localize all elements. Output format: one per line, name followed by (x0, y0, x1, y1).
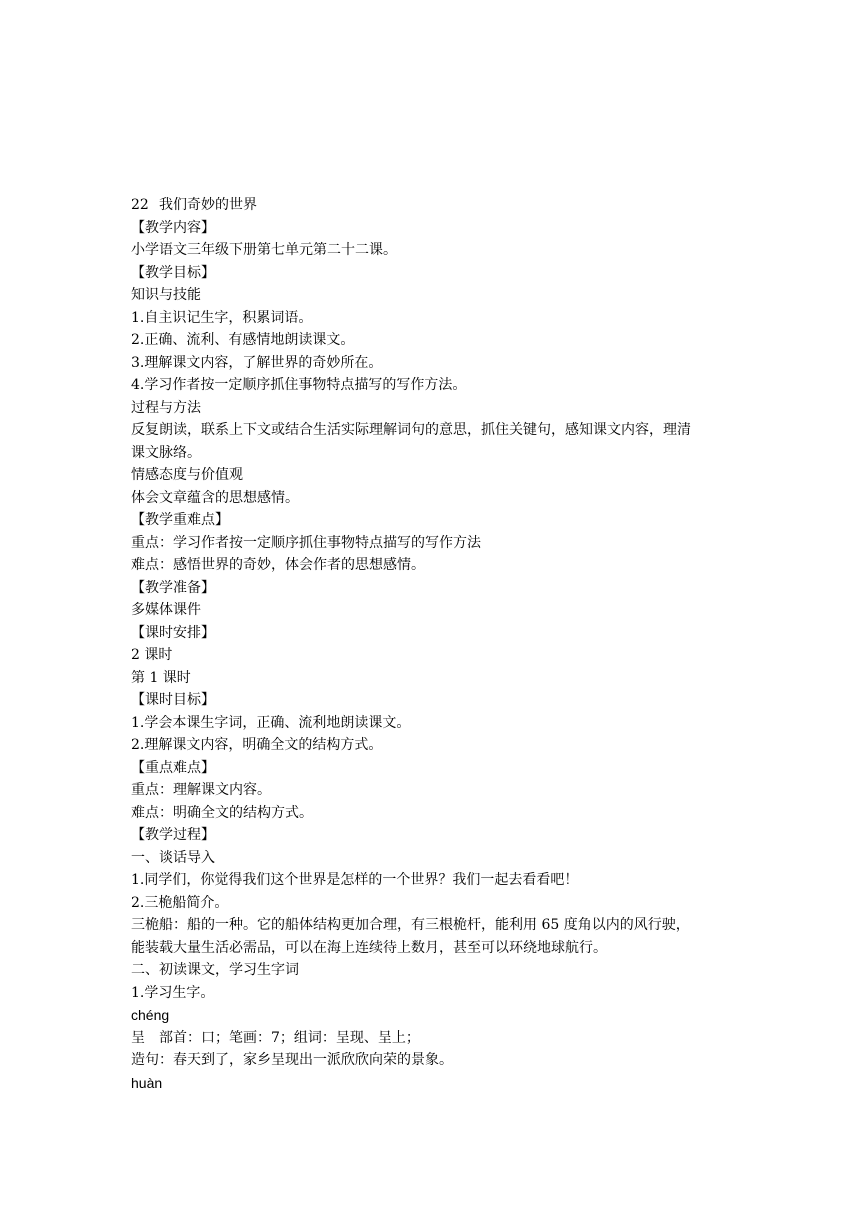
heading-teaching-process: 【教学过程】 (131, 827, 215, 843)
heading-schedule: 【课时安排】 (131, 624, 215, 641)
document-page (131, 194, 741, 1094)
subheading-emotion-values: 情感态度与价值观 (131, 467, 243, 483)
heading-teaching-goals: 【教学目标】 (131, 264, 215, 281)
list-item: 4.学习作者按一定顺序抓住事物特点描写的写作方法。 (131, 377, 467, 393)
text-line: 重点：学习作者按一定顺序抓住事物特点描写的写作方法 (131, 534, 481, 551)
document-title (131, 194, 741, 217)
heading-key-difficult-points: 【教学重难点】 (131, 512, 229, 528)
pinyin-line: chénɡ (131, 1007, 170, 1023)
list-item: 2.正确、流利、有感情地朗读课文。 (131, 332, 355, 348)
list-item: 3.理解课文内容，了解世界的奇妙所在。 (131, 354, 383, 371)
section-heading: 一、谈话导入 (131, 849, 215, 866)
heading-preparation: 【教学准备】 (131, 579, 215, 596)
lesson-number: 22 (131, 197, 149, 213)
character-entry: 呈 部首：口；笔画：7；组词：呈现、呈上； (131, 1029, 420, 1046)
lesson-title: 我们奇妙的世界 (159, 197, 257, 213)
text-line: 重点：理解课文内容。 (131, 782, 271, 798)
list-item: 1.学会本课生字词，正确、流利地朗读课文。 (131, 714, 411, 731)
heading-key-points: 【重点难点】 (131, 759, 215, 776)
text-line: 课文脉络。 (131, 444, 201, 461)
text-line: 难点：明确全文的结构方式。 (131, 804, 313, 821)
section-heading: 二、初读课文，学习生字词 (131, 962, 299, 978)
text-line: 多媒体课件 (131, 602, 201, 618)
pinyin-line: huàn (131, 1074, 163, 1091)
text-line: 三桅船：船的一种。它的船体结构更加合理，有三根桅杆，能利用 65 度角以内的风行驶， (131, 917, 690, 933)
list-item: 2.三桅船简介。 (131, 894, 229, 911)
subheading-knowledge-skills: 知识与技能 (131, 287, 201, 303)
text-line: 体会文章蕴含的思想感情。 (131, 489, 299, 506)
text-line: 难点：感悟世界的奇妙，体会作者的思想感情。 (131, 557, 425, 573)
list-item: 1.学习生字。 (131, 984, 215, 1001)
heading-teaching-content: 【教学内容】 (131, 219, 215, 236)
subheading-process-method: 过程与方法 (131, 399, 201, 416)
text-line: 能装载大量生活必需品，可以在海上连续待上数月，甚至可以环绕地球航行。 (131, 939, 607, 956)
heading-lesson-goals: 【课时目标】 (131, 692, 215, 708)
list-item: 1.自主识记生字，积累词语。 (131, 309, 313, 326)
text-line: 反复朗读，联系上下文或结合生活实际理解词句的意思，抓住关键句，感知课文内容，理清 (131, 422, 691, 438)
text-line: 小学语文三年级下册第七单元第二十二课。 (131, 242, 397, 258)
list-item: 2.理解课文内容，明确全文的结构方式。 (131, 737, 383, 753)
text-line: 2 课时 (131, 647, 173, 663)
text-line: 第 1 课时 (131, 669, 191, 686)
example-sentence: 造句：春天到了，家乡呈现出一派欣欣向荣的景象。 (131, 1052, 453, 1068)
list-item: 1.同学们，你觉得我们这个世界是怎样的一个世界？我们一起去看看吧！ (131, 872, 579, 888)
